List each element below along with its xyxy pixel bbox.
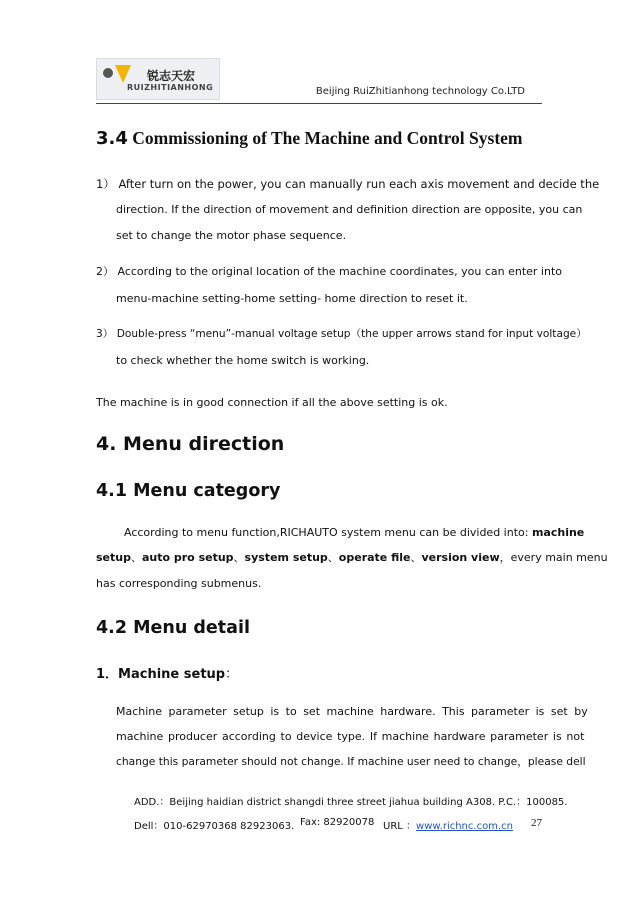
menu-term-setup: setup <box>96 551 131 564</box>
separator: 、 <box>327 551 339 564</box>
section-3-4-heading <box>96 128 523 149</box>
machine-setup-heading <box>96 663 238 682</box>
machine-setup-line-2: machine producer according to device type. If machine hardware parameter is not <box>116 730 585 743</box>
subsection-colon: ： <box>225 667 239 682</box>
header-divider <box>96 103 542 104</box>
item-2-line-1: 2） According to the original location of the machine coordinates, you can enter into <box>96 265 562 278</box>
section-4-2-heading: 4.2 Menu detail <box>96 618 250 638</box>
logo-chinese-text: 锐志天宏 <box>147 69 196 83</box>
menu-term-version-view: version view <box>421 551 500 564</box>
subsection-title: Machine setup <box>118 667 226 682</box>
footer-url <box>383 817 513 832</box>
separator: 、 <box>130 551 142 564</box>
website-link[interactable]: www.richnc.com.cn <box>416 821 513 832</box>
menu-category-line-2 <box>96 551 608 565</box>
menu-category-line-3: has corresponding submenus. <box>96 577 262 590</box>
item-1-line-3: set to change the motor phase sequence. <box>116 229 347 242</box>
menu-category-text-tail: ，every main menu <box>499 551 608 564</box>
item-2-line-2: menu-machine setting-home setting- home direction to reset it. <box>116 292 468 305</box>
separator: 、 <box>233 551 245 564</box>
logo-dot-icon <box>103 68 113 78</box>
separator: 、 <box>410 551 422 564</box>
item-1-line-2: direction. If the direction of movement and definition direction are opposite, you can <box>116 203 583 216</box>
section-4-1-heading: 4.1 Menu category <box>96 481 281 501</box>
section-title: Commissioning of The Machine and Control System <box>132 128 523 148</box>
item-3-line-2: to check whether the home switch is working. <box>116 354 370 367</box>
subsection-number: 1． <box>96 667 119 682</box>
item-3-line-1: 3） Double-press “menu”-manual voltage setup（the upper arrows stand for input voltage） <box>96 328 587 340</box>
page-number: 27 <box>531 817 542 829</box>
company-name: Beijing RuiZhitianhong technology Co.LTD <box>315 86 525 97</box>
menu-term-system-setup: system setup <box>244 551 328 564</box>
logo-english-text: RUIZHITIANHONG <box>127 83 214 92</box>
menu-category-text: According to menu function,RICHAUTO system menu can be divided into: <box>124 526 532 539</box>
company-logo <box>96 58 220 100</box>
menu-category-line-1 <box>124 526 584 540</box>
machine-setup-line-1: Machine parameter setup is to set machine hardware. This parameter is set by <box>116 705 588 718</box>
menu-term-auto-pro-setup: auto pro setup <box>141 551 234 564</box>
section-number: 3.4 <box>96 128 128 149</box>
section-4-heading: 4. Menu direction <box>96 433 285 455</box>
footer-fax: Fax: 82920078 <box>300 817 375 828</box>
conclusion-paragraph: The machine is in good connection if all the above setting is ok. <box>96 396 448 409</box>
menu-term-operate-file: operate file <box>338 551 411 564</box>
footer-url-label: URL ： <box>383 821 417 832</box>
item-1-line-1: 1） After turn on the power, you can manually run each axis movement and decide the <box>96 177 600 191</box>
footer-address: ADD.：Beijing haidian district shangdi three street jiahua building A308. P.C.：100085. <box>134 797 568 808</box>
footer-phone: Dell：010-62970368 82923063. <box>134 821 295 832</box>
menu-term-machine: machine <box>531 526 585 539</box>
logo-wing-icon <box>115 65 131 83</box>
machine-setup-line-3: change this parameter should not change. If machine user need to change，please dell <box>116 755 586 768</box>
